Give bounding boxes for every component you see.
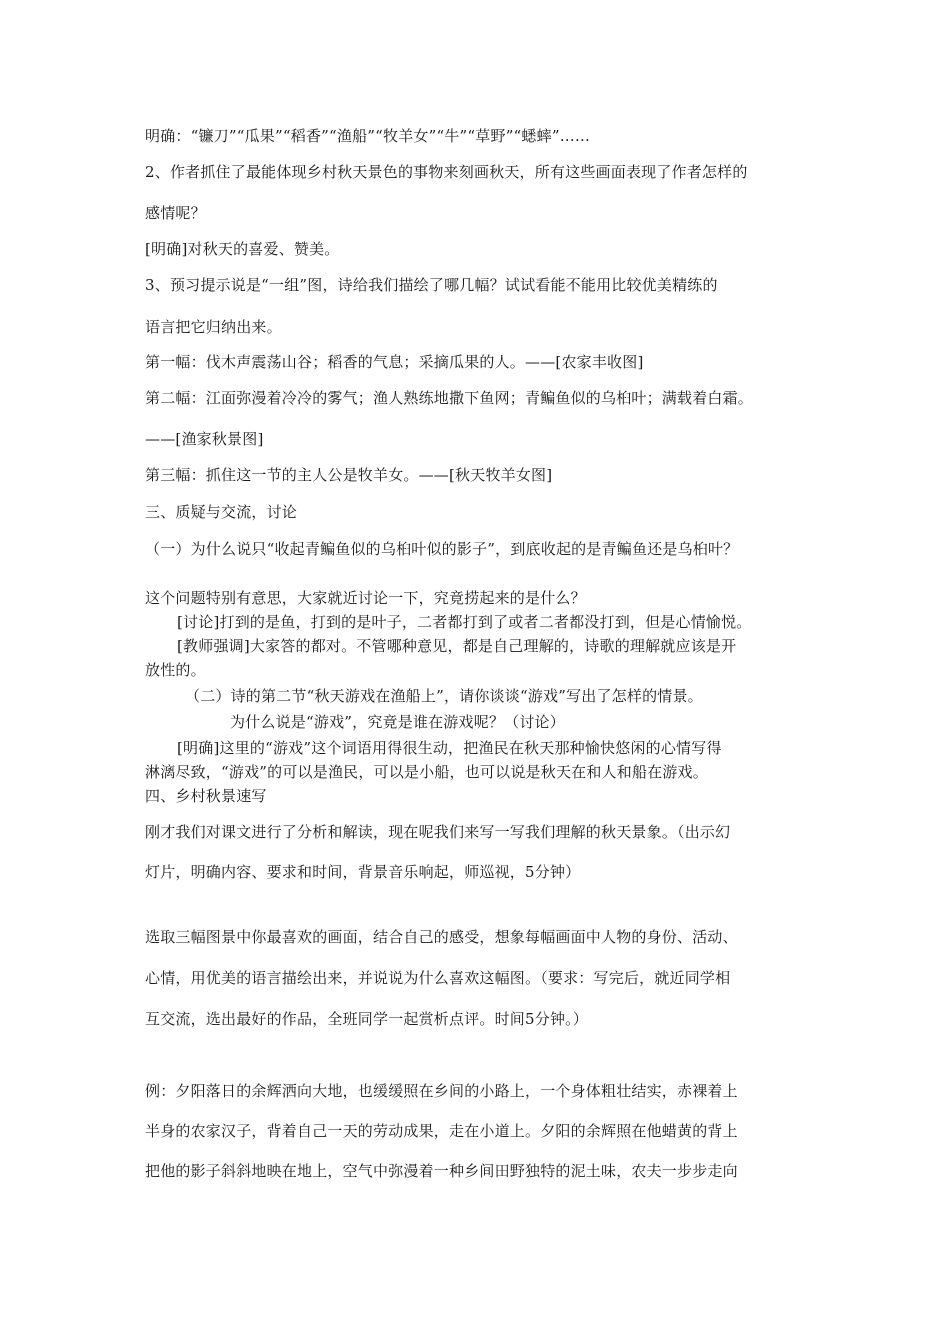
- text-line: 选取三幅图景中你最喜欢的画面，结合自己的感受，想象每幅画面中人物的身份、活动、: [145, 928, 738, 946]
- text-line: 第一幅：伐木声震荡山谷；稻香的气息；采摘瓜果的人。——[农家丰收图]: [145, 353, 644, 371]
- text-line: [明确]对秋天的喜爱、赞美。: [145, 240, 340, 258]
- text-line: 为什么说是“游戏”，究竟是谁在游戏呢？（讨论）: [230, 713, 565, 731]
- text-line: 半身的农家汉子，背着自己一天的劳动成果，走在小道上。夕阳的余辉照在他蜡黄的背上: [145, 1122, 738, 1140]
- section-heading: 四、乡村秋景速写: [145, 787, 267, 805]
- text-line: ——[渔家秋景图]: [145, 430, 264, 448]
- text-line: 明确：“镰刀”“瓜果”“稻香”“渔船”“牧羊女”“牛”“草野”“蟋蟀”……: [145, 127, 591, 145]
- text-line: 3、预习提示说是“一组”图，诗给我们描绘了哪几幅？试试看能不能用比较优美精练的: [145, 276, 718, 294]
- text-line: 第三幅：抓住这一节的主人公是牧羊女。——[秋天牧羊女图]: [145, 466, 553, 484]
- text-line: 这个问题特别有意思，大家就近讨论一下，究竟捞起来的是什么？: [145, 589, 586, 607]
- text-line: [明确]这里的“游戏”这个词语用得很生动，把渔民在秋天那种愉快悠闲的心情写得: [177, 739, 722, 757]
- text-line: 互交流，选出最好的作品，全班同学一起赏析点评。时间5分钟。）: [145, 1010, 589, 1028]
- text-line: 语言把它归纳出来。: [145, 318, 282, 336]
- text-line: 刚才我们对课文进行了分析和解读，现在呢我们来写一写我们理解的秋天景象。（出示幻: [145, 823, 731, 841]
- text-line: （二）诗的第二节“秋天游戏在渔船上”，请你谈谈“游戏”写出了怎样的情景。: [185, 687, 703, 705]
- text-line: 2、作者抓住了最能体现乡村秋天景色的事物来刻画秋天，所有这些画面表现了作者怎样的: [145, 163, 748, 181]
- text-line: [教师强调]大家答的都对。不管哪种意见，都是自己理解的，诗歌的理解就应该是开: [177, 637, 737, 655]
- section-heading: 三、质疑与交流，讨论: [145, 503, 298, 521]
- text-line: 淋漓尽致，“游戏”的可以是渔民，可以是小船，也可以说是秋天在和人和船在游戏。: [145, 763, 708, 781]
- text-line: 例：夕阳落日的余辉洒向大地，也缓缓照在乡间的小路上，一个身体粗壮结实，赤裸着上: [145, 1082, 738, 1100]
- text-line: 心情，用优美的语言描绘出来，并说说为什么喜欢这幅图。（要求：写完后，就近同学相: [145, 969, 731, 987]
- text-line: 灯片，明确内容、要求和时间，背景音乐响起，师巡视，5分钟）: [145, 863, 581, 881]
- text-line: 放性的。: [145, 661, 206, 679]
- text-line: （一）为什么说只“收起青鳊鱼似的乌桕叶似的影子”，到底收起的是青鳊鱼还是乌桕叶？: [145, 540, 739, 558]
- text-line: 第二幅：江面弥漫着冷冷的雾气；渔人熟练地撒下鱼网；青鳊鱼似的乌桕叶；满载着白霜。: [145, 389, 754, 407]
- text-line: 把他的影子斜斜地映在地上，空气中弥漫着一种乡间田野独特的泥土味，农夫一步步走向: [145, 1162, 738, 1180]
- text-line: [讨论]打到的是鱼，打到的是叶子，二者都打到了或者二者都没打到，但是心情愉悦。: [177, 613, 752, 631]
- text-line: 感情呢？: [145, 204, 206, 222]
